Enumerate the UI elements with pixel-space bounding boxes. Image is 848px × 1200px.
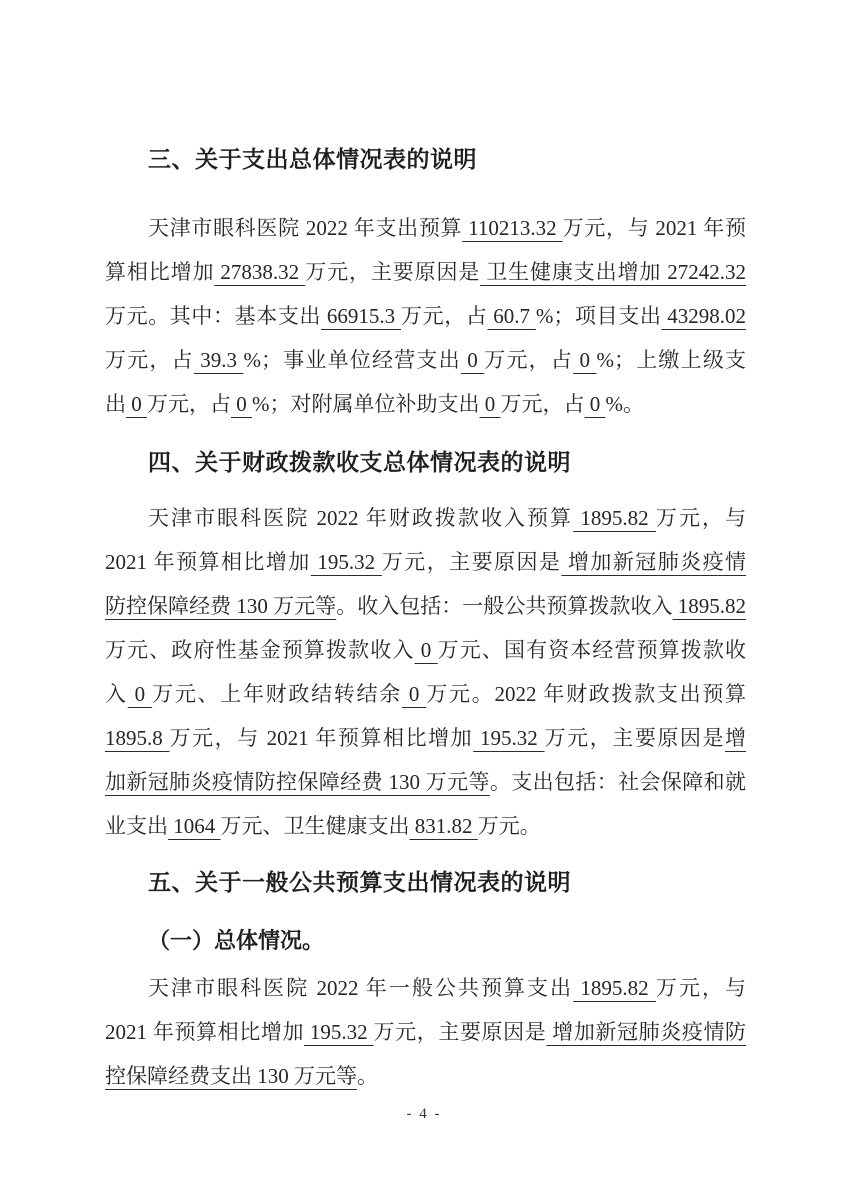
text-run: 2021 年预算相比增加: [105, 550, 311, 574]
underlined-value: 1895.82: [573, 506, 656, 530]
underlined-value: 1895.8: [105, 726, 170, 750]
text-run: 万元，占: [500, 392, 585, 416]
underlined-value: 1895.82: [672, 594, 747, 618]
paragraph: [105, 966, 746, 1098]
text-line: [105, 1010, 746, 1054]
text-run: 万元，占: [401, 304, 488, 328]
text-line: [105, 496, 746, 540]
underlined-value: 195.32: [304, 1020, 374, 1044]
underlined-value: 0: [573, 348, 597, 372]
document-content: [105, 0, 746, 1098]
underlined-value: 防控保障经费 130 万元等: [105, 594, 337, 618]
underlined-value: 195.32: [310, 550, 382, 574]
text-run: 万元，与 2021 年预算相比增加: [169, 726, 474, 750]
text-line: [105, 294, 746, 338]
underlined-value: 0: [401, 682, 427, 706]
text-run: 。: [357, 1064, 378, 1088]
text-run: 万元，主要原因是: [305, 260, 481, 284]
underlined-value: 0: [460, 348, 485, 372]
text-line: [105, 250, 746, 294]
text-run: 万元。2022 年财政拨款支出预算: [426, 682, 747, 706]
subsection-heading: （一）总体情况。: [148, 928, 325, 953]
text-line: [105, 716, 746, 760]
underlined-value: 0: [231, 392, 252, 416]
underlined-value: 加新冠肺炎疫情防控保障经费 130 万元等: [105, 770, 490, 794]
text-run: 业支出: [105, 814, 168, 838]
text-run: 万元，主要原因是: [544, 726, 726, 750]
text-run: 入: [105, 682, 128, 706]
text-run: 万元、上年财政结转结余: [152, 682, 402, 706]
underlined-value: 60.7: [487, 304, 536, 328]
text-run: 算相比增加: [105, 260, 215, 284]
text-run: %；事业单位经营支出: [243, 348, 461, 372]
text-run: 万元，占: [484, 348, 574, 372]
text-line: [105, 338, 746, 382]
text-line: [105, 672, 746, 716]
text-run: 万元，与: [655, 506, 747, 530]
text-run: 出: [105, 392, 126, 416]
text-run: 。收入包括：一般公共预算拨款收入: [336, 594, 673, 618]
text-line: [105, 966, 746, 1010]
text-run: 万元，与: [655, 976, 747, 1000]
underlined-value: 卫生健康支出增加 27242.32: [480, 260, 747, 284]
text-run: 2021 年预算相比增加: [105, 1020, 305, 1044]
text-line: [105, 584, 746, 628]
underlined-value: 27838.32: [214, 260, 306, 284]
underlined-value: 增: [725, 726, 747, 750]
text-line: [105, 206, 746, 250]
text-line: [105, 804, 746, 848]
underlined-value: 0: [126, 392, 147, 416]
text-run: 万元、卫生健康支出: [220, 814, 410, 838]
text-run: 天津市眼科医院 2022 年一般公共预算支出: [148, 976, 574, 1000]
text-run: %；上缴上级支: [596, 348, 747, 372]
text-run: %；项目支出: [535, 304, 662, 328]
underlined-value: 831.82: [409, 814, 478, 838]
text-run: 万元。其中：基本支出: [105, 304, 322, 328]
text-run: 。支出包括：社会保障和就: [489, 770, 746, 794]
text-line: [105, 382, 746, 426]
underlined-value: 195.32: [473, 726, 545, 750]
text-run: 万元、国有资本经营预算拨款收: [437, 638, 747, 662]
text-run: 万元，与 2021 年预: [562, 216, 746, 240]
page-number: - 4 -: [406, 1106, 442, 1122]
underlined-value: 控保障经费支出 130 万元等: [105, 1064, 357, 1088]
text-line: [105, 540, 746, 584]
text-run: %；对附属单位补助支出: [252, 392, 480, 416]
text-run: 天津市眼科医院 2022 年支出预算: [148, 216, 463, 240]
paragraph: [105, 206, 746, 426]
underlined-value: 1064: [168, 814, 221, 838]
text-line: [105, 628, 746, 672]
section-heading: 四、关于财政拨款收支总体情况表的说明: [148, 449, 571, 475]
underlined-value: 39.3: [193, 348, 244, 372]
text-line: [105, 1054, 746, 1098]
underlined-value: 0: [479, 392, 501, 416]
underlined-value: 0: [414, 638, 438, 662]
text-run: 万元，占: [147, 392, 231, 416]
text-run: 万元、政府性基金预算拨款收入: [105, 638, 415, 662]
text-line: [105, 760, 746, 804]
text-run: 万元，主要原因是: [381, 550, 562, 574]
text-run: 万元，占: [105, 348, 194, 372]
underlined-value: 增加新冠肺炎疫情: [561, 550, 747, 574]
underlined-value: 0: [584, 392, 606, 416]
text-run: 万元，主要原因是: [373, 1020, 547, 1044]
text-run: %。: [605, 392, 644, 416]
underlined-value: 1895.82: [573, 976, 656, 1000]
underlined-value: 43298.02: [661, 304, 747, 328]
underlined-value: 增加新冠肺炎疫情防: [546, 1020, 747, 1044]
text-run: 万元。: [477, 814, 541, 838]
paragraph: [105, 496, 746, 848]
underlined-value: 0: [127, 682, 153, 706]
underlined-value: 66915.3: [321, 304, 402, 328]
section-heading: 五、关于一般公共预算支出情况表的说明: [148, 869, 571, 895]
section-heading: 三、关于支出总体情况表的说明: [148, 146, 477, 172]
underlined-value: 110213.32: [462, 216, 563, 240]
text-run: 天津市眼科医院 2022 年财政拨款收入预算: [148, 506, 574, 530]
